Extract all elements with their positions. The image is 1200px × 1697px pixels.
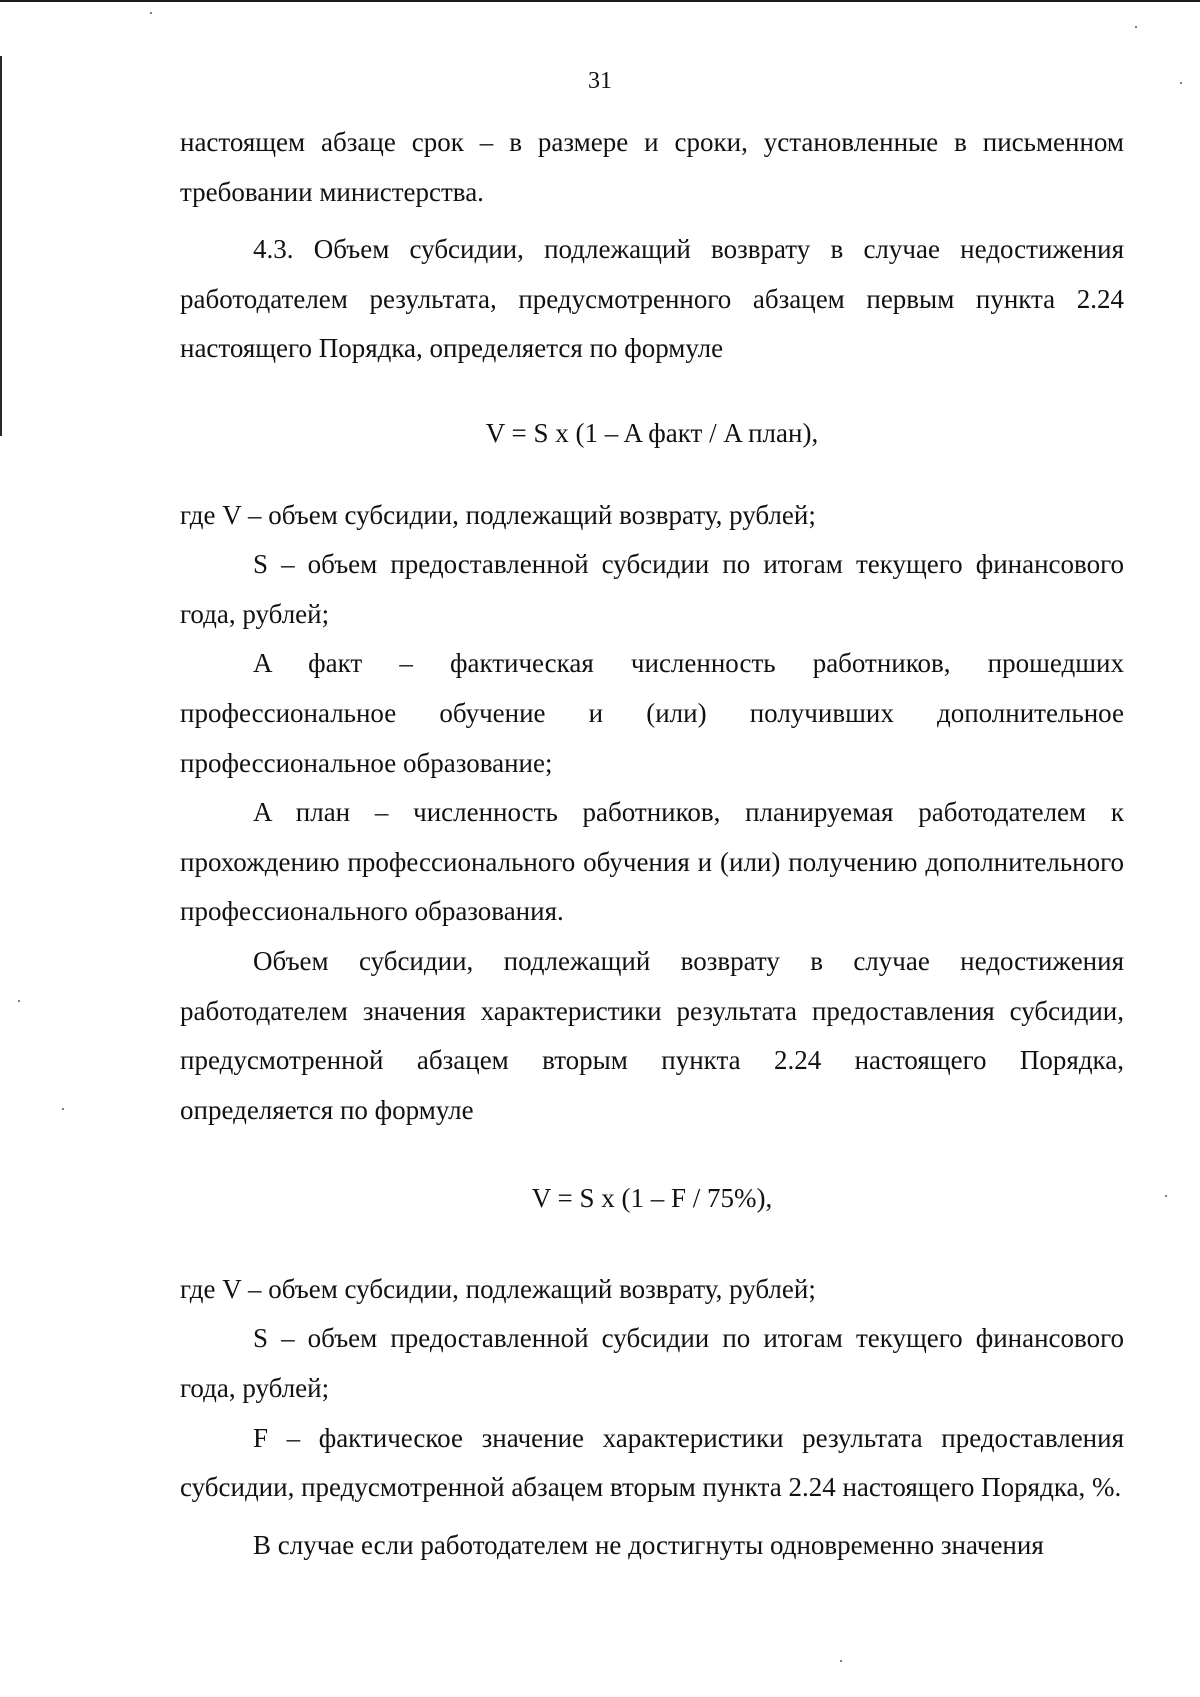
scan-speck bbox=[1165, 1195, 1167, 1197]
scan-speck bbox=[1180, 82, 1182, 84]
formula-1: V = S x (1 – A факт / A план), bbox=[485, 417, 819, 448]
top-border-line bbox=[0, 0, 1200, 2]
paragraph-continuation: настоящем абзаце срок – в размере и сроки, установленные в письменном требовании министерства. bbox=[180, 127, 1124, 207]
scan-speck bbox=[1135, 26, 1137, 28]
definition-f: F – фактическое значение характеристики результата предоставления субсидии, предусмотренной абзацем вторым пункта 2.24 настоящего Порядка, %. bbox=[180, 1422, 1124, 1503]
scan-speck bbox=[840, 1660, 842, 1662]
definition-s-1: S – объем предоставленной субсидии по итогам текущего финансового года, рублей; bbox=[180, 549, 1124, 629]
scan-speck bbox=[18, 1000, 20, 1002]
paragraph-final: В случае если работодателем не достигнуты одновременно значения bbox=[253, 1529, 1044, 1560]
paragraph-4-3: 4.3. Объем субсидии, подлежащий возврату в случае недостижения работодателем результата, предусмотренного абзацем первым пункта 2.24 настоящего Порядка, определяется по формуле bbox=[180, 234, 1124, 364]
definition-v-1: где V – объем субсидии, подлежащий возврату, рублей; bbox=[180, 499, 816, 530]
scan-speck bbox=[150, 12, 152, 14]
document-body bbox=[180, 118, 1124, 1570]
left-scan-edge bbox=[0, 56, 2, 436]
formula-2: V = S x (1 – F / 75%), bbox=[531, 1183, 773, 1214]
definition-s-2: S – объем предоставленной субсидии по итогам текущего финансового года, рублей; bbox=[180, 1323, 1124, 1404]
definition-a-plan: A план – численность работников, планируемая работодателем к прохождению профессионального обучения и (или) получению дополнительного профессионального образования. bbox=[180, 797, 1124, 927]
definition-v-2: где V – объем субсидии, подлежащий возврату, рублей; bbox=[180, 1273, 816, 1304]
scan-speck bbox=[62, 1108, 64, 1110]
page-number: 31 bbox=[588, 68, 612, 94]
paragraph-second-formula-intro: Объем субсидии, подлежащий возврату в случае недостижения работодателем значения характеристики результата предоставления субсидии, предусмотренной абзацем вторым пункта 2.24 настоящего Порядка, определяется по формуле bbox=[180, 945, 1124, 1125]
definition-a-fact: A факт – фактическая численность работников, прошедших профессиональное обучение и (или) получивших дополнительное профессиональное образование; bbox=[180, 648, 1124, 778]
